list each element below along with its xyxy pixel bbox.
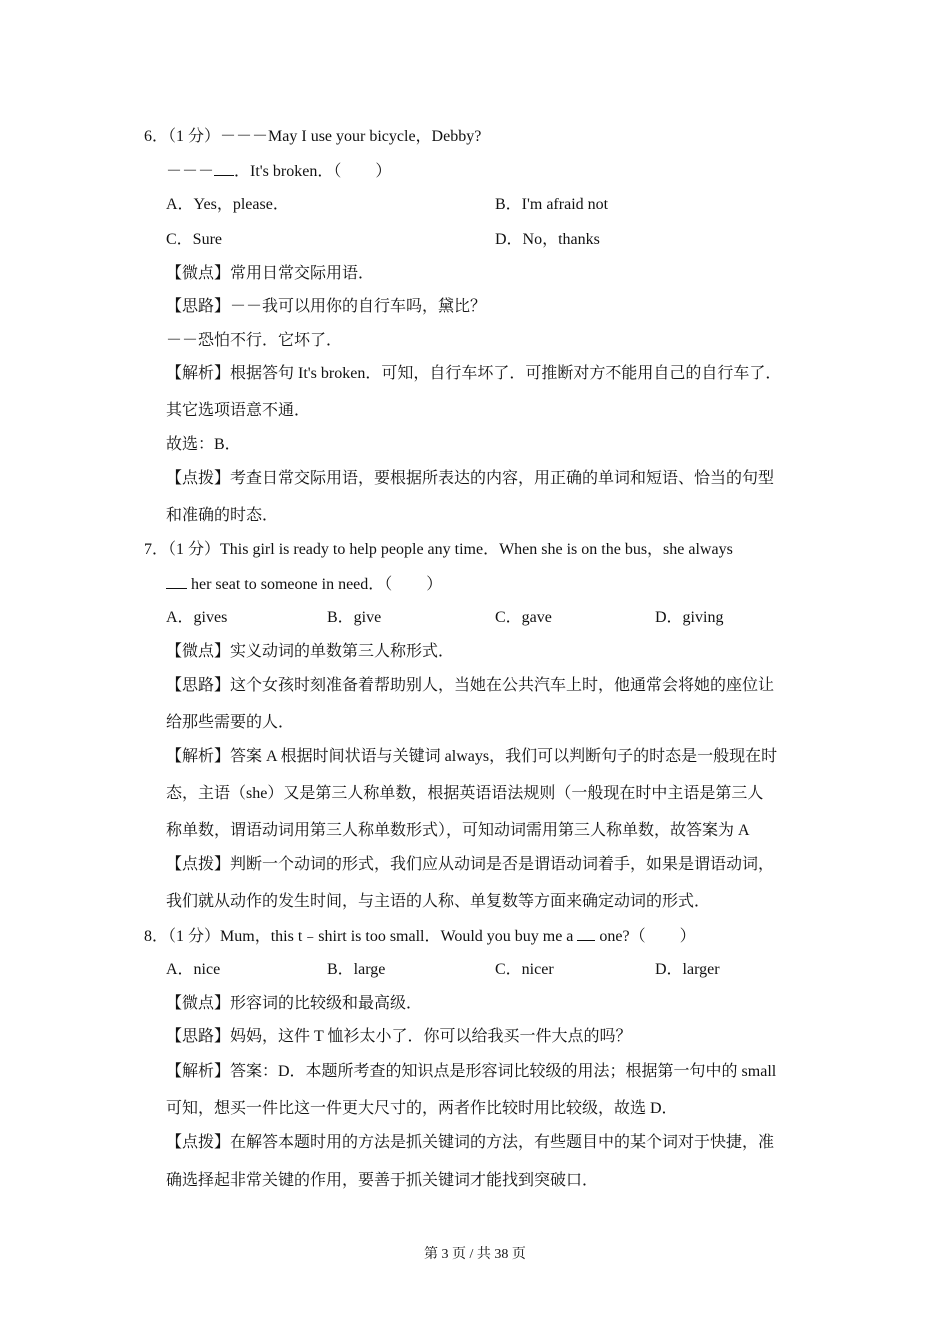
question-6-stem-line2 (166, 161, 391, 182)
answer-blank (214, 161, 234, 176)
page-footer: 第 3 页 / 共 38 页 (424, 1247, 526, 1262)
weidian-note: 【微点】常用日常交际用语． (166, 265, 375, 282)
silu-note: 【思路】这个女孩时刻准备着帮助别人，当她在公共汽车上时，他通常会将她的座位让 (166, 677, 775, 694)
question-6-stem (144, 127, 481, 147)
question-text: Mum，this t﹣shirt is too small．Would you buy me a (220, 928, 578, 945)
option-d: D．No，thanks (495, 231, 600, 248)
answer-blank (166, 574, 187, 589)
question-7-stem (144, 540, 733, 560)
option-a: A．Yes，please． (166, 196, 289, 213)
silu-note-line2: 给那些需要的人． (166, 714, 295, 731)
question-score: （1 分） (168, 128, 221, 145)
option-a: A．nice (166, 961, 221, 978)
jiexi-note: 【解析】答案：D．本题所考查的知识点是形容词比较级的用法；根据第一句中的 small (166, 1063, 777, 1080)
question-text: －－－May I use your bicycle，Debby? (220, 128, 482, 145)
answer-line: 故选：B． (166, 436, 241, 453)
option-c: C．Sure (166, 231, 223, 248)
silu-note-line2: －－恐怕不行．它坏了． (166, 332, 343, 349)
question-7-stem-line2 (166, 574, 442, 595)
option-d: D．larger (655, 961, 720, 978)
answer-blank (577, 926, 595, 941)
dianbo-note: 【点拨】考查日常交际用语，要根据所表达的内容，用正确的单词和短语、恰当的句型 (166, 470, 775, 487)
paren-close: ） (426, 576, 443, 593)
dianbo-note-line2: 和准确的时态． (166, 507, 279, 524)
paren-close: ） (679, 928, 696, 945)
question-8-stem (144, 926, 696, 947)
jiexi-note: 【解析】答案 A 根据时间状语与关键词 always，我们可以判断句子的时态是一般现在时 (166, 748, 778, 765)
jiexi-note: 【解析】根据答句 It's broken．可知，自行车坏了．可推断对方不能用自己的自行车了． (166, 365, 782, 382)
option-c: C．nicer (495, 961, 554, 978)
jiexi-note-line2: 其它选项语意不通． (166, 402, 311, 419)
option-c: C．gave (495, 609, 552, 626)
dianbo-note-line2: 我们就从动作的发生时间，与主语的人称、单复数等方面来确定动词的形式． (166, 893, 711, 910)
option-b: B．large (327, 961, 386, 978)
option-b: B．I'm afraid not (495, 196, 609, 213)
option-a: A．gives (166, 609, 228, 626)
question-text: ．It's broken．（ (234, 163, 342, 180)
question-score: （1 分） (168, 541, 221, 558)
dianbo-note: 【点拨】判断一个动词的形式，我们应从动词是否是谓语动词着手，如果是谓语动词， (166, 856, 775, 873)
dianbo-note-line2: 确选择起非常关键的作用，要善于抓关键词才能找到突破口． (166, 1172, 599, 1189)
question-text-end: one?（ (595, 928, 646, 945)
question-score: （1 分） (168, 928, 221, 945)
jiexi-note-line2: 可知，想买一件比这一件更大尺寸的，两者作比较时用比较级，故选 D． (166, 1100, 678, 1117)
question-number: 6． (144, 128, 169, 145)
weidian-note: 【微点】实义动词的单数第三人称形式． (166, 643, 455, 660)
jiexi-note-line3: 称单数，谓语动词用第三人称单数形式），可知动词需用第三人称单数，故答案为 A (166, 822, 750, 839)
silu-note: 【思路】妈妈，这件 T 恤衫太小了．你可以给我买一件大点的吗？ (166, 1028, 632, 1045)
weidian-note: 【微点】形容词的比较级和最高级． (166, 995, 423, 1012)
dianbo-note: 【点拨】在解答本题时用的方法是抓关键词的方法，有些题目中的某个词对于快捷，准 (166, 1134, 775, 1151)
silu-note: 【思路】－－我可以用你的自行车吗，黛比？ (166, 298, 487, 315)
option-b: B．give (327, 609, 382, 626)
dialog-dashes: －－－ (166, 163, 215, 180)
question-text: This girl is ready to help people any time．When she is on the bus，she always (220, 541, 733, 558)
question-text: her seat to someone in need．（ (187, 576, 393, 593)
paren-close: ） (375, 163, 392, 180)
option-d: D．giving (655, 609, 724, 626)
question-number: 7． (144, 541, 169, 558)
question-number: 8． (144, 928, 169, 945)
jiexi-note-line2: 态，主语（she）又是第三人称单数，根据英语语法规则（一般现在时中主语是第三人 (166, 785, 764, 802)
